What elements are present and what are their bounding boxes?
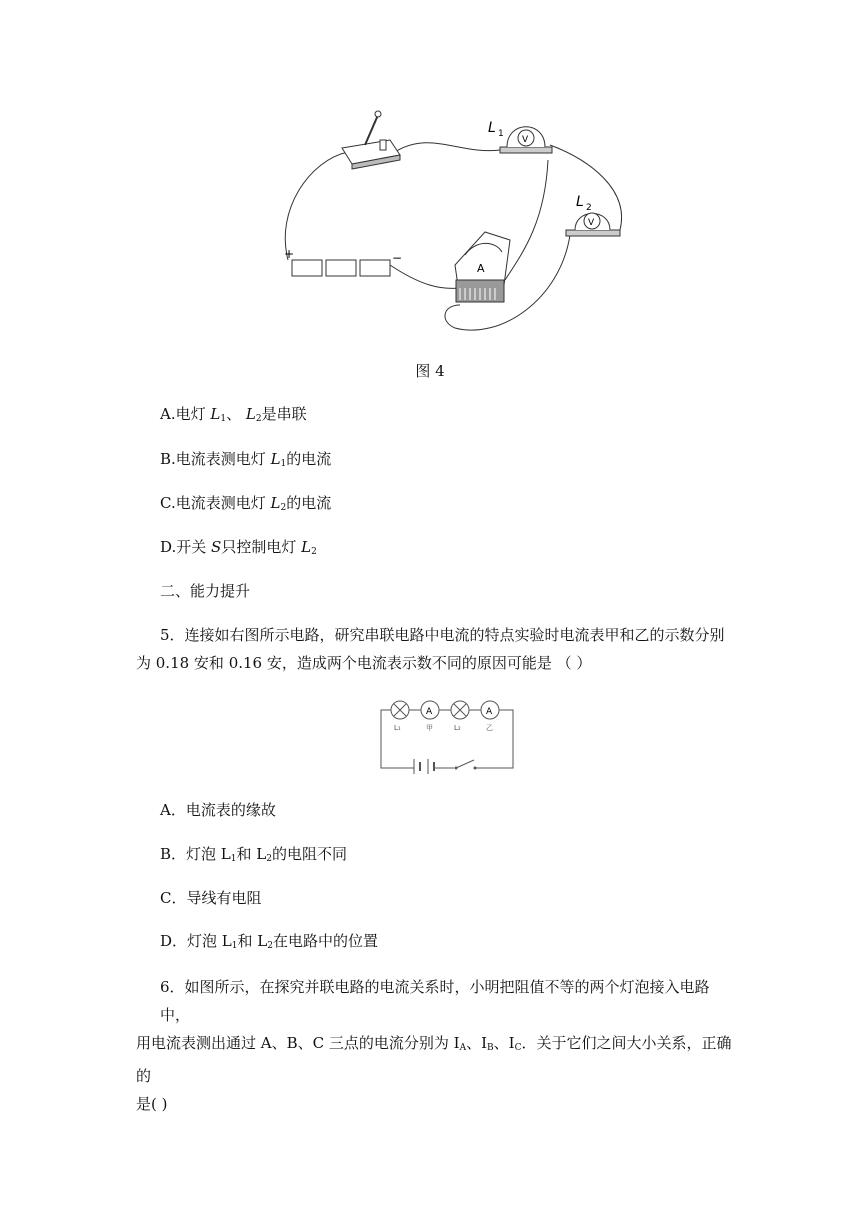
q5-ammeter-jia bbox=[421, 701, 439, 719]
svg-text:L₁: L₁ bbox=[394, 724, 401, 732]
svg-text:L: L bbox=[576, 194, 584, 210]
svg-text:A: A bbox=[477, 262, 485, 275]
q5-stem: 5．连接如右图所示电路，研究串联电路中电流的特点实验时电流表甲和乙的示数分别 为 0.18 安和 0.16 安，造成两个电流表示数不同的原因可能是 （ ） bbox=[136, 626, 725, 672]
q5-series-circuit bbox=[378, 696, 518, 774]
figure-4-caption: 图 4 bbox=[415, 362, 445, 380]
wire-L1-ammeter bbox=[505, 160, 548, 280]
lamp-L2 bbox=[566, 194, 620, 236]
lamp-L1 bbox=[488, 120, 552, 153]
svg-text:A: A bbox=[426, 707, 433, 717]
q5-option-b: B．灯泡 $L_1$和 $L_2$的电阻不同 bbox=[160, 845, 347, 864]
svg-text:A: A bbox=[486, 707, 493, 717]
q4-option-d: D.开关 S只控制电灯 $L_2$ bbox=[160, 538, 317, 557]
wire-battery-ammeter bbox=[390, 265, 460, 288]
q5-option-d: D．灯泡 $L_1$和 $L_2$在电路中的位置 bbox=[160, 932, 378, 951]
knife-switch bbox=[342, 111, 400, 169]
svg-text:+: + bbox=[284, 247, 295, 261]
q5-lamp-L1 bbox=[391, 701, 409, 719]
figure-4-circuit bbox=[270, 100, 640, 340]
q5-switch bbox=[454, 756, 477, 770]
svg-text:2: 2 bbox=[586, 203, 592, 213]
svg-text:L: L bbox=[488, 120, 496, 136]
q5-lamp-L2 bbox=[451, 701, 469, 719]
svg-text:甲: 甲 bbox=[426, 724, 433, 732]
svg-text:L₂: L₂ bbox=[454, 724, 461, 732]
q5-battery bbox=[408, 756, 442, 774]
q4-option-a: A.电灯 $L_1$、 $L_2$是串联 bbox=[160, 405, 307, 424]
svg-text:1: 1 bbox=[498, 129, 504, 139]
wire-switch-L1 bbox=[395, 143, 500, 152]
q5-option-c: C．导线有电阻 bbox=[160, 889, 262, 907]
wire-switch-battery bbox=[285, 152, 348, 260]
svg-text:−: − bbox=[392, 251, 403, 265]
svg-text:V: V bbox=[588, 218, 595, 228]
svg-text:V: V bbox=[522, 135, 529, 145]
svg-text:乙: 乙 bbox=[486, 724, 493, 732]
q4-option-c: C.电流表测电灯 $L_2$的电流 bbox=[160, 494, 332, 513]
q4-option-b: B.电流表测电灯 $L_1$的电流 bbox=[160, 450, 332, 469]
q6-stem: 6．如图所示，在探究并联电路的电流关系时，小明把阻值不等的两个灯泡接入电路中， 用电流表测出通过 A、B、C 三点的电流分别为 $I_A$、$I_B$、$I_C$．关于它们之间大小关系，正确的 是( ) bbox=[136, 978, 732, 1113]
q5-ammeter-yi bbox=[481, 701, 499, 719]
q5-option-a: A．电流表的缘故 bbox=[160, 801, 276, 819]
battery-pack bbox=[284, 247, 402, 276]
section-heading: 二、能力提升 bbox=[160, 582, 251, 600]
ammeter bbox=[455, 232, 510, 302]
